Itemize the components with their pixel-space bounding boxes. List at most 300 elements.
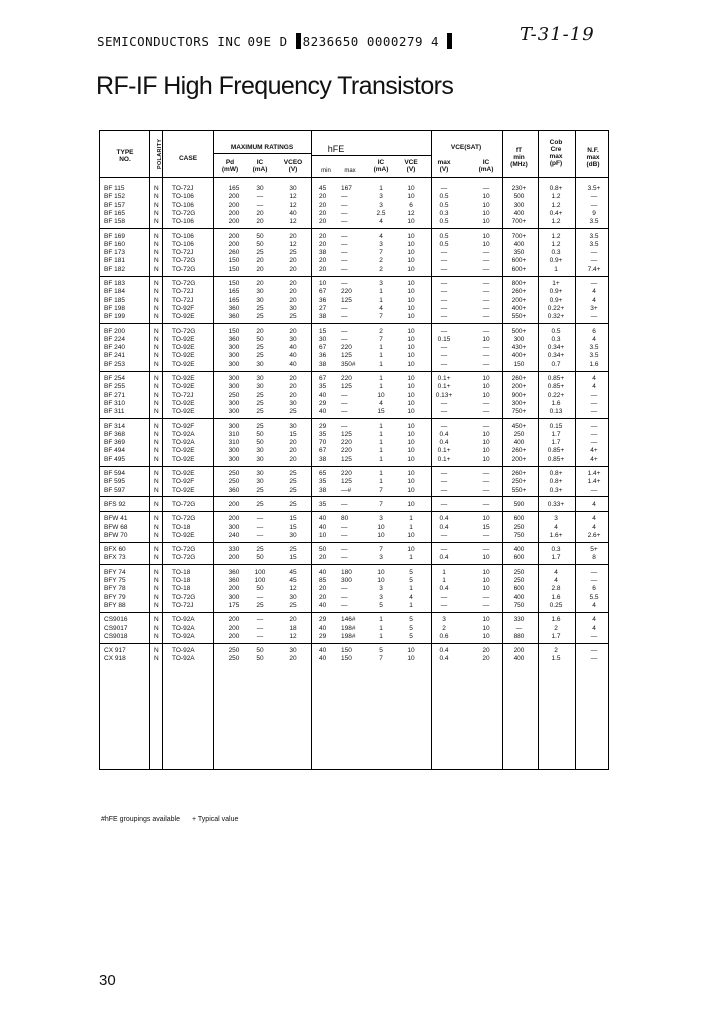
- cell-cob: 0.32+: [547, 313, 565, 321]
- cell-cob: 1.2: [551, 201, 561, 209]
- cell-type: BFW 68: [104, 523, 128, 531]
- cell-ic-sat: —: [482, 313, 490, 321]
- group-divider: [100, 276, 608, 277]
- cell-vcesat: —: [440, 531, 448, 539]
- cell-hfe-min: 40: [319, 655, 327, 663]
- cell-ic-test: 3: [379, 515, 383, 523]
- cell-case: TO-72G: [172, 257, 196, 265]
- cell-ic: 50: [256, 335, 264, 343]
- cell-vceo: 18: [289, 624, 297, 632]
- cell-vce-test: 10: [407, 240, 415, 248]
- cell-hfe-max: 125: [341, 455, 352, 463]
- cell-ic-sat: —: [482, 531, 490, 539]
- cell-ic-test: 4: [379, 304, 383, 312]
- cell-vceo: 20: [289, 288, 297, 296]
- cell-vce-test: 10: [407, 335, 415, 343]
- cell-ic-sat: —: [482, 296, 490, 304]
- cell-cob: 3: [554, 515, 558, 523]
- cell-case: TO-72J: [172, 296, 194, 304]
- cell-case: TO-92E: [172, 360, 195, 368]
- cell-ft: 450+: [511, 422, 527, 430]
- cell-hfe-min: 38: [319, 486, 327, 494]
- col-nf-header: N.F. max (dB): [586, 147, 600, 168]
- cell-ic: 25: [256, 546, 264, 554]
- cell-ic-sat: —: [482, 344, 490, 352]
- cell-nf: 1.4+: [587, 478, 601, 486]
- cell-ic-sat: 10: [482, 447, 490, 455]
- cell-case: TO-72G: [172, 500, 196, 508]
- cell-type: BF 597: [104, 486, 125, 494]
- cell-vce-test: 10: [407, 470, 415, 477]
- cell-vce-test: 10: [407, 352, 415, 360]
- cell-polarity: N: [154, 265, 159, 273]
- cell-type: BF 169: [104, 232, 125, 240]
- cell-hfe-max: 198#: [341, 624, 356, 632]
- cell-vce-test: 10: [407, 249, 415, 257]
- cell-ic: 30: [256, 455, 264, 463]
- cell-ic-test: 7: [379, 486, 383, 494]
- cell-vcesat: —: [440, 327, 448, 335]
- cell-polarity: N: [154, 280, 159, 287]
- cell-ic-sat: —: [482, 265, 490, 273]
- cell-pd: 300: [228, 399, 240, 407]
- cell-ic: 30: [256, 478, 264, 486]
- cell-ic: 30: [256, 470, 264, 477]
- cell-nf: —: [590, 568, 598, 576]
- cell-type: BF 369: [104, 439, 125, 447]
- cell-polarity: N: [154, 486, 159, 494]
- cell-pd: 300: [228, 593, 240, 601]
- cell-nf: 4: [592, 375, 596, 382]
- cell-hfe-max: —: [341, 232, 348, 240]
- cell-ic-sat: —: [482, 249, 490, 257]
- cell-ic-sat: —: [482, 478, 490, 486]
- cell-hfe-max: 220: [341, 470, 352, 477]
- cell-ft: 330: [513, 616, 525, 624]
- cell-ic-test: 1: [379, 288, 383, 296]
- cell-vceo: 20: [289, 232, 297, 240]
- cell-vceo: 20: [289, 455, 297, 463]
- cell-vcesat: —: [440, 408, 448, 416]
- cell-type: CS9018: [104, 632, 128, 640]
- cell-hfe-max: —: [341, 546, 348, 554]
- cell-type: BF 594: [104, 470, 125, 477]
- cell-ft: 750: [513, 531, 525, 539]
- cell-nf: —: [590, 313, 598, 321]
- cell-vceo: 20: [289, 439, 297, 447]
- cell-case: TO-92A: [172, 655, 195, 663]
- cell-vcesat: 0.4: [439, 655, 449, 663]
- col-vceo-header: VCEO (V): [283, 159, 303, 173]
- cell-hfe-max: 146#: [341, 616, 356, 624]
- cell-hfe-min: 10: [319, 280, 327, 287]
- cell-cob: 0.9+: [549, 296, 563, 304]
- cell-ic-test: 4: [379, 218, 383, 226]
- cell-nf: 4+: [590, 447, 598, 455]
- cell-vceo: 30: [289, 335, 297, 343]
- cell-type: BF 200: [104, 327, 125, 335]
- cell-case: TO-72G: [172, 280, 196, 287]
- cell-ic-test: 5: [379, 647, 383, 655]
- cell-vce-test: 1: [409, 554, 413, 562]
- cell-pd: 300: [228, 375, 240, 382]
- cell-hfe-min: 20: [319, 218, 327, 226]
- cell-ic-test: 1: [379, 447, 383, 455]
- cell-case: TO-92E: [172, 313, 195, 321]
- cell-hfe-min: 40: [319, 408, 327, 416]
- cell-hfe-min: 40: [319, 568, 327, 576]
- cell-pd: 310: [228, 430, 240, 438]
- cell-vce-test: 10: [407, 304, 415, 312]
- cell-hfe-max: 180: [341, 568, 352, 576]
- group-divider: [100, 466, 608, 467]
- cell-nf: —: [590, 193, 598, 201]
- cell-hfe-max: 220: [341, 447, 352, 455]
- cell-case: TO-92E: [172, 408, 195, 416]
- cell-ic-sat: 10: [482, 209, 490, 217]
- cell-vcesat: —: [440, 500, 448, 508]
- cell-ft: 600: [513, 515, 525, 523]
- cell-case: TO-72J: [172, 391, 194, 399]
- cell-case: TO-106: [172, 201, 194, 209]
- cell-vceo: 20: [289, 375, 297, 382]
- footnote-typical: + Typical value: [192, 816, 239, 823]
- cell-ic-test: 3: [379, 585, 383, 593]
- cell-ft: 600: [513, 585, 525, 593]
- cell-hfe-max: —: [341, 240, 348, 248]
- cell-ft: —: [515, 624, 523, 632]
- col-ic-header: IC (mA): [252, 159, 268, 173]
- cell-type: BFY 78: [104, 585, 126, 593]
- cell-vce-test: 10: [407, 185, 415, 192]
- cell-polarity: N: [154, 304, 159, 312]
- cell-vcesat: —: [440, 593, 448, 601]
- handwritten-note: T-31-19: [520, 24, 595, 45]
- cell-ft: 900+: [511, 391, 527, 399]
- cell-ic-sat: —: [482, 408, 490, 416]
- cell-case: TO-92A: [172, 632, 195, 640]
- cell-polarity: N: [154, 408, 159, 416]
- cell-type: BF 314: [104, 422, 125, 430]
- cell-vceo: 25: [289, 546, 297, 554]
- cell-case: TO-18: [172, 585, 191, 593]
- cell-type: BF 182: [104, 265, 125, 273]
- cell-hfe-min: 38: [319, 455, 327, 463]
- cell-ic-test: 1: [379, 185, 383, 192]
- cell-vceo: 25: [289, 470, 297, 477]
- cell-case: TO-72G: [172, 593, 196, 601]
- page-title: RF-IF High Frequency Transistors: [96, 72, 454, 100]
- cell-type: BF 157: [104, 201, 125, 209]
- cell-nf: —: [590, 577, 598, 584]
- col-vce-test-header: VCE (V): [404, 159, 418, 173]
- cell-type: CS9016: [104, 616, 128, 624]
- cell-ic-test: 7: [379, 313, 383, 321]
- cell-ic-test: 1: [379, 430, 383, 438]
- cell-case: TO-72G: [172, 265, 196, 273]
- cell-vcesat: —: [440, 185, 448, 192]
- col-type-header: TYPE NO.: [116, 149, 134, 163]
- cell-vce-test: 1: [409, 515, 413, 523]
- cell-ic-test: 1: [379, 439, 383, 447]
- cell-ic: 25: [256, 422, 264, 430]
- cell-ic-sat: 10: [482, 624, 490, 632]
- cell-cob: 0.85+: [547, 375, 565, 382]
- cell-vcesat: 0.4: [439, 515, 449, 523]
- col-vcesat-header: VCE(SAT): [450, 144, 482, 151]
- cell-vce-test: 10: [407, 257, 415, 265]
- cell-ic-test: 1: [379, 632, 383, 640]
- cell-hfe-min: 20: [319, 201, 327, 209]
- cell-ic: 20: [256, 327, 264, 335]
- col-hfe-min-header: min: [321, 168, 331, 174]
- cell-vce-test: 10: [407, 478, 415, 486]
- cell-vcesat: —: [440, 601, 448, 609]
- cell-case: TO-72J: [172, 185, 194, 192]
- cell-type: BFX 73: [104, 554, 126, 562]
- cell-nf: —: [590, 647, 598, 655]
- cell-ic-sat: —: [482, 360, 490, 368]
- cell-ic: 50: [256, 232, 264, 240]
- group-divider: [100, 564, 608, 565]
- cell-hfe-min: 40: [319, 523, 327, 531]
- cell-hfe-max: —: [341, 523, 348, 531]
- cell-pd: 300: [228, 422, 240, 430]
- cell-vceo: 30: [289, 647, 297, 655]
- cell-ic: 25: [256, 391, 264, 399]
- cell-case: TO-92E: [172, 344, 195, 352]
- cell-hfe-min: 36: [319, 296, 327, 304]
- cell-pd: 150: [228, 257, 240, 265]
- footnote-hfe: #hFE groupings available: [101, 816, 180, 823]
- cell-vceo: 20: [289, 447, 297, 455]
- cell-case: TO-18: [172, 568, 191, 576]
- cell-ic-test: 3: [379, 554, 383, 562]
- cell-ic-test: 7: [379, 249, 383, 257]
- cell-vcesat: 0.6: [439, 632, 449, 640]
- cell-hfe-min: 50: [319, 546, 327, 554]
- cell-pd: 200: [228, 193, 240, 201]
- cell-cob: 2.8: [551, 585, 561, 593]
- cell-vceo: 25: [289, 500, 297, 508]
- cell-case: TO-72J: [172, 601, 194, 609]
- cell-pd: 300: [228, 352, 240, 360]
- cell-vcesat: —: [440, 478, 448, 486]
- cell-ic: 30: [256, 360, 264, 368]
- cell-case: TO-92F: [172, 478, 195, 486]
- group-divider: [100, 371, 608, 372]
- cell-vcesat: 0.4: [439, 554, 449, 562]
- cell-nf: 3.5+: [587, 185, 601, 192]
- cell-hfe-max: —#: [341, 486, 352, 494]
- cell-nf: 2.6+: [587, 531, 601, 539]
- cell-ic-sat: —: [482, 470, 490, 477]
- cell-vcesat: —: [440, 344, 448, 352]
- cell-hfe-min: 38: [319, 249, 327, 257]
- cell-nf: 3.5: [589, 232, 599, 240]
- cell-nf: 4: [592, 296, 596, 304]
- cell-pd: 360: [228, 335, 240, 343]
- cell-ic-test: 4: [379, 399, 383, 407]
- cell-cob: 1.7: [551, 439, 561, 447]
- cell-vce-test: 5: [409, 632, 413, 640]
- cell-ic: 50: [256, 585, 264, 593]
- cell-hfe-min: 29: [319, 399, 327, 407]
- cell-ic-test: 10: [377, 568, 385, 576]
- cell-vcesat: 0.5: [439, 201, 449, 209]
- cell-hfe-max: 167: [341, 185, 352, 192]
- cell-case: TO-92E: [172, 470, 195, 477]
- cell-cob: 0.13: [549, 408, 563, 416]
- company-name: SEMICONDUCTORS INC: [97, 34, 242, 49]
- cell-hfe-max: —: [341, 391, 348, 399]
- cell-pd: 300: [228, 455, 240, 463]
- cell-pd: 300: [228, 447, 240, 455]
- cell-cob: 1.5: [551, 655, 561, 663]
- cell-ic: —: [256, 193, 264, 201]
- cell-hfe-max: —: [341, 399, 348, 407]
- cell-type: BF 254: [104, 375, 125, 382]
- cell-type: BF 115: [104, 185, 125, 192]
- cell-nf: 4: [592, 624, 596, 632]
- cell-type: BFY 79: [104, 593, 126, 601]
- cell-pd: 360: [228, 304, 240, 312]
- cell-type: BF 198: [104, 304, 125, 312]
- cell-cob: 0.8+: [549, 185, 563, 192]
- cell-hfe-max: 125: [341, 478, 352, 486]
- cell-cob: 1.2: [551, 240, 561, 248]
- cell-ic: —: [256, 515, 264, 523]
- cell-hfe-max: —: [341, 422, 348, 430]
- cell-polarity: N: [154, 422, 159, 430]
- cell-ft: 260+: [511, 375, 527, 382]
- cell-vce-test: 10: [407, 455, 415, 463]
- cell-ic-test: 7: [379, 335, 383, 343]
- cell-polarity: N: [154, 577, 159, 584]
- cell-vce-test: 10: [407, 546, 415, 554]
- cell-vcesat: 2: [442, 624, 446, 632]
- cell-type: CX 917: [104, 647, 126, 655]
- cell-ic: 25: [256, 352, 264, 360]
- cell-cob: 4: [554, 568, 558, 576]
- cell-nf: —: [590, 249, 598, 257]
- cell-case: TO-92E: [172, 383, 195, 391]
- cell-ic: 25: [256, 313, 264, 321]
- cell-pd: 165: [228, 288, 240, 296]
- cell-vce-test: 4: [409, 593, 413, 601]
- cell-ic-sat: —: [482, 280, 490, 287]
- cell-ic-sat: 10: [482, 585, 490, 593]
- cell-ft: 400: [513, 593, 525, 601]
- cell-cob: 0.15: [549, 422, 563, 430]
- cell-ft: 230+: [511, 185, 527, 192]
- cell-hfe-max: —: [341, 265, 348, 273]
- cell-vceo: 20: [289, 280, 297, 287]
- cell-ic: —: [256, 201, 264, 209]
- cell-polarity: N: [154, 655, 159, 663]
- cell-polarity: N: [154, 554, 159, 562]
- cell-case: TO-92A: [172, 647, 195, 655]
- cell-pd: 310: [228, 439, 240, 447]
- cell-case: TO-92A: [172, 439, 195, 447]
- cell-hfe-min: 35: [319, 500, 327, 508]
- cell-vce-test: 10: [407, 280, 415, 287]
- cell-cob: 2: [554, 624, 558, 632]
- cell-polarity: N: [154, 257, 159, 265]
- cell-cob: 0.22+: [547, 391, 565, 399]
- cell-ic-test: 2: [379, 265, 383, 273]
- cell-case: TO-106: [172, 232, 194, 240]
- cell-polarity: N: [154, 209, 159, 217]
- cell-hfe-min: 67: [319, 447, 327, 455]
- cell-hfe-max: 150: [341, 655, 352, 663]
- cell-polarity: N: [154, 616, 159, 624]
- cell-ic-sat: —: [482, 185, 490, 192]
- cell-polarity: N: [154, 232, 159, 240]
- cell-polarity: N: [154, 383, 159, 391]
- cell-vceo: 30: [289, 593, 297, 601]
- cell-vce-test: 1: [409, 523, 413, 531]
- cell-hfe-max: —: [341, 218, 348, 226]
- cell-ft: 400: [513, 655, 525, 663]
- cell-pd: 200: [228, 616, 240, 624]
- cell-hfe-max: 220: [341, 344, 352, 352]
- cell-hfe-max: 220: [341, 375, 352, 382]
- cell-type: BFY 88: [104, 601, 126, 609]
- cell-type: BF 368: [104, 430, 125, 438]
- cell-type: BF 310: [104, 399, 125, 407]
- cell-cob: 0.8+: [549, 478, 563, 486]
- cell-polarity: N: [154, 335, 159, 343]
- cell-ft: 430+: [511, 344, 527, 352]
- cell-hfe-min: 30: [319, 335, 327, 343]
- cell-vceo: 20: [289, 296, 297, 304]
- cell-cob: 1: [554, 265, 558, 273]
- cell-hfe-max: 125: [341, 296, 352, 304]
- cell-ic: 50: [256, 554, 264, 562]
- group-divider: [100, 643, 608, 644]
- cell-nf: 4: [592, 616, 596, 624]
- cell-ft: 400: [513, 546, 525, 554]
- cell-nf: 4: [592, 288, 596, 296]
- cell-hfe-max: —: [341, 500, 348, 508]
- cell-nf: 6: [592, 327, 596, 335]
- group-divider: [100, 323, 608, 324]
- cell-vce-test: 10: [407, 232, 415, 240]
- col-vcesat-max-header: max (V): [437, 159, 451, 173]
- cell-cob: 0.25: [549, 601, 563, 609]
- cell-ft: 590: [513, 500, 525, 508]
- cell-ic-sat: —: [482, 327, 490, 335]
- cell-ic: 25: [256, 500, 264, 508]
- cell-polarity: N: [154, 568, 159, 576]
- cell-ft: 350: [513, 249, 525, 257]
- cell-case: TO-92E: [172, 455, 195, 463]
- cell-ic: —: [256, 593, 264, 601]
- cell-type: BF 160: [104, 240, 125, 248]
- cell-hfe-min: 38: [319, 360, 327, 368]
- cell-hfe-min: 20: [319, 240, 327, 248]
- footnotes: [101, 816, 250, 823]
- cell-pd: 200: [228, 515, 240, 523]
- cell-ft: 400: [513, 240, 525, 248]
- cell-hfe-min: 29: [319, 632, 327, 640]
- cell-case: TO-92F: [172, 422, 195, 430]
- cell-hfe-max: —: [341, 257, 348, 265]
- cell-ic: 100: [254, 577, 266, 584]
- cell-vcesat: 0.15: [437, 335, 451, 343]
- cell-pd: 165: [228, 185, 240, 192]
